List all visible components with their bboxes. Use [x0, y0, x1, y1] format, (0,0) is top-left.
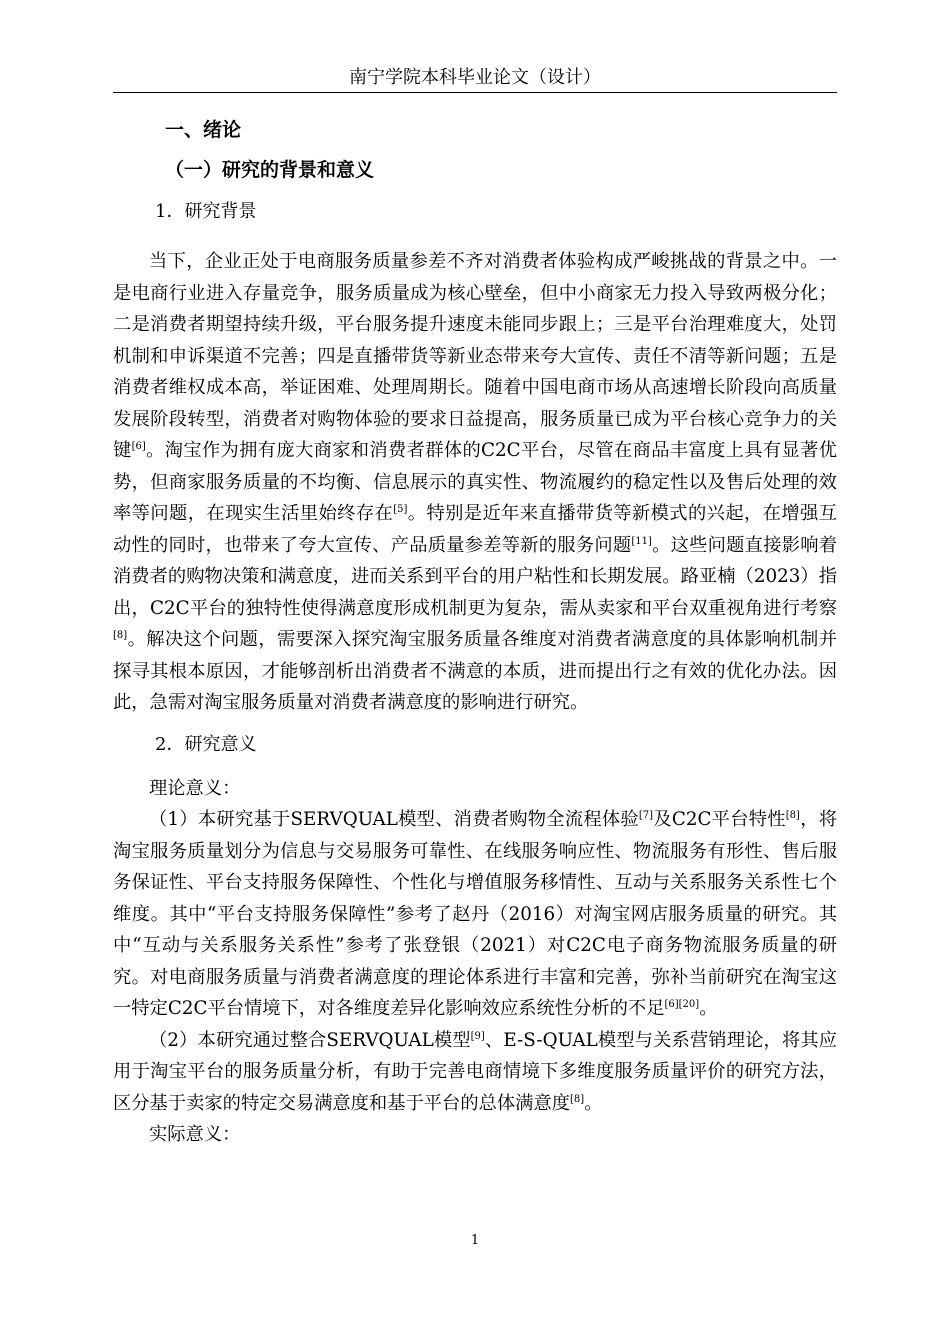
chapter-heading: 一、绪论 — [165, 119, 242, 141]
text-run: ，将淘宝服务质量划分为信息与交易服务可靠性、在线服务响应性、物流服务有形性、售后服务保证性、平台支持服务保障性、个性化与增值服务移情性、互动与关系服务关系性七个维度。其中“平台支持服务保障性”参考了赵丹（2016）对淘宝网店服务质量的研究。其中“互动与关系服务关系性”参考了张登银（2021）对C2C电子商务物流服务质量的研究。对电商服务质量与消费者满意度的理论体系进行丰富和完善，弥补当前研究在淘宝这一特定C2C平台情境下，对各维度差异化影响效应系统性分析的不足 — [113, 809, 837, 1019]
citation: [9] — [470, 1030, 485, 1042]
page-number: 1 — [470, 1233, 480, 1248]
citation: [8] — [570, 1093, 585, 1105]
citation: [8] — [113, 629, 128, 641]
citation: [7] — [638, 809, 654, 821]
text-run: （2）本研究通过整合SERVQUAL模型 — [149, 1029, 471, 1051]
citation: [5] — [393, 503, 408, 515]
practical-label: 实际意义： — [149, 1124, 241, 1145]
text-run: 当下，企业正处于电商服务质量参差不齐对消费者体验构成严峻挑战的背景之中。一是电商行业进入存量竞争，服务质量成为核心壁垒，但中小商家无力投入导致两极分化；二是消费者期望持续升级，平台服务提升速度未能同步跟上；三是平台治理难度大，处罚机制和申诉渠道不完善；四是直播带货等新业态带来夸大宣传、责任不清等新问题；五是消费者维权成本高，举证困难、处理周期长。随着中国电商市场从高速增长阶段向高质量发展阶段转型，消费者对购物体验的要求日益提高，服务质量已成为平台核心竞争力的关键 — [113, 251, 837, 461]
section-heading: （一）研究的背景和意义 — [165, 159, 375, 181]
page-body — [113, 108, 837, 1151]
theory-point-1 — [113, 804, 837, 1025]
text-run: 。这些问题直接影响着消费者的购物决策和满意度，进而关系到平台的用户粘性和长期发展。路亚楠（2023）指出，C2C平台的独特性使得满意度形成机制更为复杂，需从卖家和平台双重视角进行考察 — [113, 534, 838, 619]
text-run: 。特别是近年来直播带货等新模式的兴起，在增强互动性的同时，也带来了夸大宣传、产品质量参差等新的服务问题 — [113, 503, 838, 556]
text-run: 。淘宝作为拥有庞大商家和消费者群体的C2C平台，尽管在商品丰富度上具有显著优势，但商家服务质量的不均衡、信息展示的真实性、物流履约的稳定性以及售后处理的效率等问题，在现实生活里始终存在 — [113, 440, 837, 524]
text-run: 。解决这个问题，需要深入探究淘宝服务质量各维度对消费者满意度的具体影响机制并探寻其根本原因，才能够剖析出消费者不满意的本质，进而提出行之有效的优化办法。因此，急需对淘宝服务质量对消费者满意度的影响进行研究。 — [113, 629, 837, 713]
subsection-heading-background: 1．研究背景 — [155, 201, 257, 222]
citation: [11] — [631, 535, 652, 547]
text-run: 、E-S-QUAL模型与关系营销理论，将其应用于淘宝平台的服务质量分析，有助于完善电商情境下多维度服务质量评价的研究方法，区分基于卖家的特定交易满意度和基于平台的总体满意度 — [113, 1029, 837, 1114]
theory-point-2 — [113, 1025, 837, 1120]
subsection-heading-significance: 2．研究意义 — [155, 733, 257, 755]
background-paragraph — [113, 246, 837, 719]
text-run: （1）本研究基于SERVQUAL模型、消费者购物全流程体验 — [149, 809, 639, 830]
text-run: 及C2C平台特性 — [653, 809, 786, 830]
header-rule — [113, 92, 837, 93]
citation: [6][20] — [664, 998, 700, 1010]
citation: [6] — [131, 440, 146, 452]
running-header: 南宁学院本科毕业论文（设计） — [349, 67, 601, 88]
theory-label: 理论意义： — [149, 777, 241, 799]
text-run: 。 — [584, 1092, 603, 1114]
citation: [8] — [785, 809, 800, 821]
text-run: 。 — [699, 998, 718, 1019]
